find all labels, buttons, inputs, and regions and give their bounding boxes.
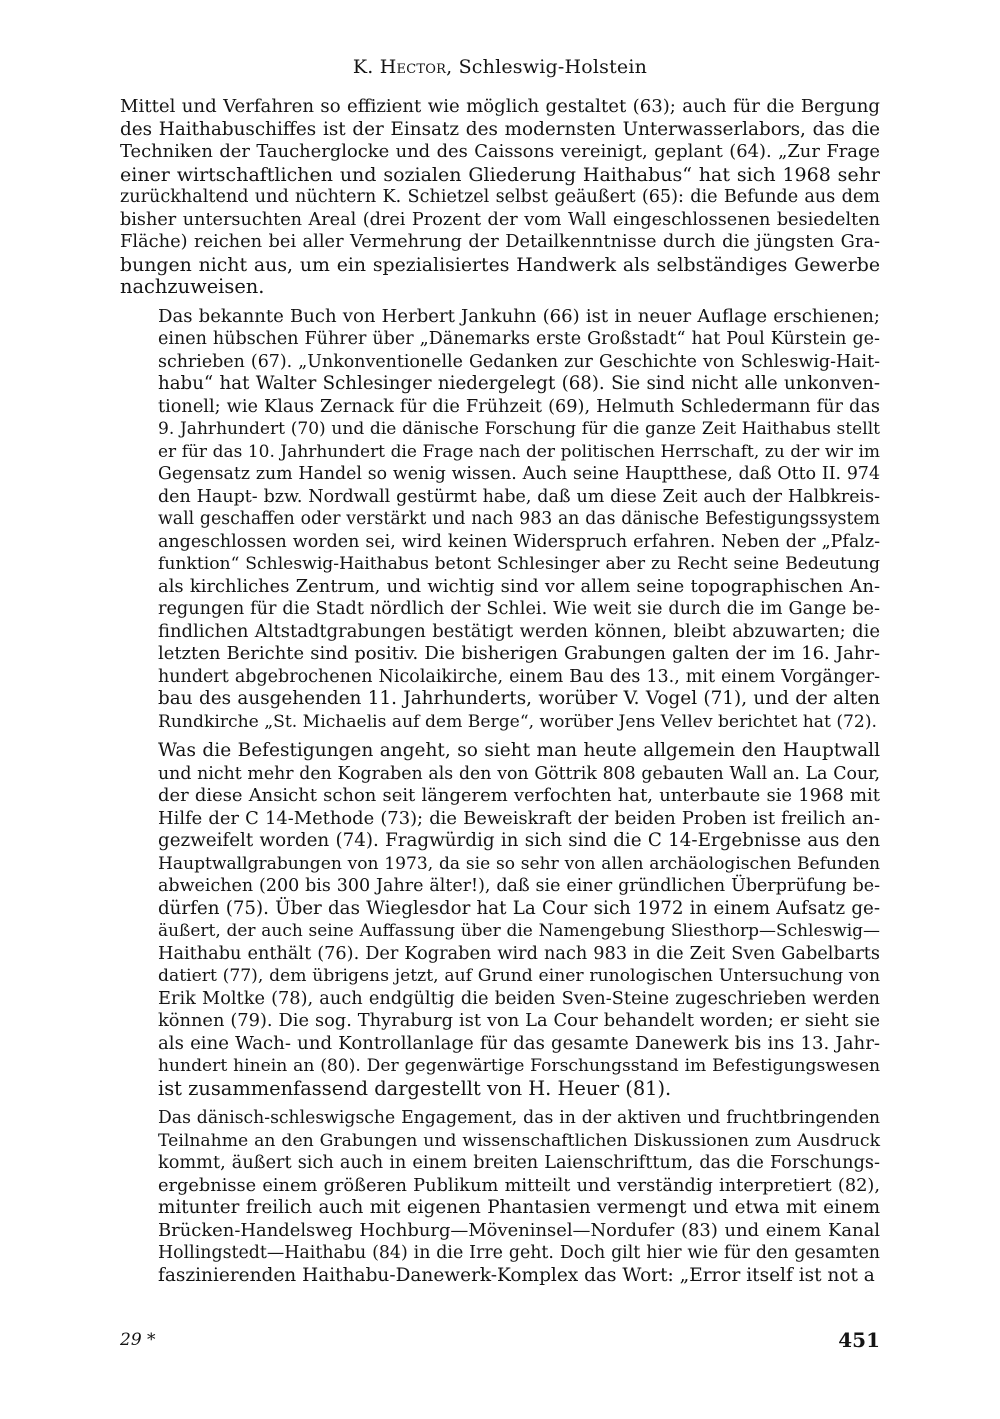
text-line: dürfen (75). Über das Wieglesdor hat La Cour sich 1972 in einem Aufsatz ge- bbox=[158, 897, 880, 919]
text-line: einer wirtschaftlichen und sozialen Gliederung Haithabus“ hat sich 1968 sehr bbox=[120, 163, 880, 186]
text-line: äußert, der auch seine Auffassung über die Namengebung Sliesthorp—Schleswig— bbox=[158, 921, 880, 941]
text-line: und nicht mehr den Kograben als den von Göttrik 808 gebauten Wall an. La Cour, bbox=[158, 763, 880, 784]
text-line: bau des ausgehenden 11. Jahrhunderts, worüber V. Vogel (71), und der alten bbox=[158, 688, 880, 709]
text-line: hundert hinein an (80). Der gegenwärtige Forschungsstand im Befestigungswesen bbox=[158, 1056, 880, 1076]
text-line: angeschlossen worden sei, wird keinen Widerspruch erfahren. Neben der „Pfalz- bbox=[158, 531, 880, 552]
text-line: Das dänisch-schleswigsche Engagement, das in der aktiven und fruchtbringenden bbox=[158, 1108, 880, 1128]
text-line: Gegensatz zum Handel so wenig wissen. Auch seine Hauptthese, daß Otto II. 974 bbox=[158, 464, 880, 484]
text-line: bisher untersuchten Areal (drei Prozent der vom Wall eingeschlossenen besiedelten bbox=[120, 209, 880, 230]
text-line: abweichen (200 bis 300 Jahre älter!), daß sie einer gründlichen Überprüfung be- bbox=[158, 876, 880, 896]
text-line: den Haupt- bzw. Nordwall gestürmt habe, daß um diese Zeit auch der Halbkreis- bbox=[158, 486, 880, 507]
text-line: letzten Berichte sind positiv. Die bisherigen Grabungen galten der im 16. Jahr- bbox=[158, 643, 880, 664]
text-line: Was die Befestigungen angeht, so sieht man heute allgemein den Hauptwall bbox=[158, 740, 880, 761]
text-line: des Haithabuschiffes ist der Einsatz des modernsten Unterwasserlabors, das die bbox=[120, 118, 880, 140]
text-line: kommt, äußert sich auch in einem breiten Laienschrifttum, das die Forschungs- bbox=[158, 1153, 880, 1173]
header-author: K. Hector bbox=[352, 56, 447, 78]
text-line: können (79). Die sog. Thyraburg ist von La Cour behandelt worden; er sieht sie bbox=[158, 1010, 880, 1031]
text-line: wall geschaffen oder verstärkt und nach 983 an das dänische Befestigungssystem bbox=[158, 509, 880, 529]
paragraph bbox=[120, 1107, 880, 1287]
header-title: Schleswig-Holstein bbox=[458, 56, 648, 78]
page-number: 451 bbox=[838, 1328, 880, 1352]
text-line: ergebnisse einem größeren Publikum mitteilt und verständig interpretiert (82), bbox=[158, 1175, 880, 1196]
text-line: 9. Jahrhundert (70) und die dänische Forschung für die ganze Zeit Haithabus stellt bbox=[158, 419, 880, 439]
text-line: findlichen Altstadtgrabungen bestätigt werden können, bleibt abzuwarten; die bbox=[158, 620, 880, 642]
body-text bbox=[120, 96, 880, 1287]
text-line: Rundkirche „St. Michaelis auf dem Berge“, worüber Jens Vellev berichtet hat (72). bbox=[158, 711, 877, 732]
text-line: Das bekannte Buch von Herbert Jankuhn (66) ist in neuer Auflage erschienen; bbox=[158, 305, 880, 327]
text-line: hundert abgebrochenen Nicolaikirche, einem Bau des 13., mit einem Vorgänger- bbox=[158, 666, 880, 687]
text-line: Teilnahme an den Grabungen und wissenschaftlichen Diskussionen zum Ausdruck bbox=[158, 1130, 880, 1151]
text-line: er für das 10. Jahrhundert die Frage nach der politischen Herrschaft, zu der wir im bbox=[158, 441, 880, 462]
text-line: habu“ hat Walter Schlesinger niedergelegt (68). Sie sind nicht alle unkonven- bbox=[158, 373, 880, 394]
text-line: tionell; wie Klaus Zernack für die Frühzeit (69), Helmuth Schledermann für das bbox=[158, 396, 880, 417]
signature-mark: 29 * bbox=[120, 1330, 156, 1350]
text-line: einen hübschen Führer über „Dänemarks erste Großstadt“ hat Poul Kürstein ge- bbox=[158, 329, 880, 349]
text-line: datiert (77), dem übrigens jetzt, auf Grund einer runologischen Untersuchung von bbox=[158, 966, 880, 986]
text-line: Haithabu enthält (76). Der Kograben wird nach 983 in die Zeit Sven Gabelbarts bbox=[158, 943, 880, 964]
text-line: Techniken der Taucherglocke und des Caissons vereinigt, geplant (64). „Zur Frage bbox=[120, 141, 880, 162]
text-line: faszinierenden Haithabu-Danewerk-Komplex das Wort: „Error itself ist not a bbox=[158, 1264, 875, 1286]
text-line: Hilfe der C 14-Methode (73); die Beweiskraft der beiden Proben ist freilich an- bbox=[158, 807, 880, 829]
header-separator: , bbox=[446, 56, 459, 78]
text-line: der diese Ansicht schon seit längerem verfochten hat, unterbaute sie 1968 mit bbox=[158, 785, 880, 806]
text-line: regungen für die Stadt nördlich der Schlei. Wie weit sie durch die im Gange be- bbox=[158, 599, 880, 619]
text-line: nachzuweisen. bbox=[120, 275, 265, 298]
text-line: schrieben (67). „Unkonventionelle Gedanken zur Geschichte von Schleswig-Hait- bbox=[158, 351, 880, 372]
text-line: bungen nicht aus, um ein spezialisiertes Handwerk als selbständiges Gewerbe bbox=[120, 253, 880, 276]
text-line: Erik Moltke (78), auch endgültig die beiden Sven-Steine zugeschrieben werden bbox=[158, 988, 880, 1009]
text-line: mitunter freilich auch mit eigenen Phantasien vermengt und etwa mit einem bbox=[158, 1197, 880, 1218]
paragraph bbox=[120, 740, 880, 1100]
text-line: Fläche) reichen bei aller Vermehrung der Detailkenntnisse durch die jüngsten Gra- bbox=[120, 231, 880, 252]
text-line: Mittel und Verfahren so effizient wie möglich gestaltet (63); auch für die Bergung bbox=[120, 96, 880, 117]
running-header bbox=[120, 56, 880, 78]
text-line: ist zusammenfassend dargestellt von H. Heuer (81). bbox=[158, 1076, 672, 1100]
text-line: funktion“ Schleswig-Haithabus betont Schlesinger aber zu Recht seine Bedeutung bbox=[158, 554, 880, 574]
text-line: gezweifelt worden (74). Fragwürdig in sich sind die C 14-Ergebnisse aus den bbox=[158, 830, 880, 851]
paragraph bbox=[120, 96, 880, 299]
text-line: Brücken-Handelsweg Hochburg—Möveninsel—Nordufer (83) und einem Kanal bbox=[158, 1219, 880, 1241]
text-line: Hauptwallgrabungen von 1973, da sie so sehr von allen archäologischen Befunden bbox=[158, 853, 880, 874]
text-line: als eine Wach- und Kontrollanlage für das gesamte Danewerk bis ins 13. Jahr- bbox=[158, 1032, 880, 1054]
text-line: als kirchliches Zentrum, und wichtig sind vor allem seine topographischen An- bbox=[158, 575, 880, 597]
text-line: Hollingstedt—Haithabu (84) in die Irre geht. Doch gilt hier wie für den gesamten bbox=[158, 1243, 880, 1263]
paragraph bbox=[120, 306, 880, 734]
text-line: zurückhaltend und nüchtern K. Schietzel selbst geäußert (65): die Befunde aus dem bbox=[120, 187, 880, 207]
